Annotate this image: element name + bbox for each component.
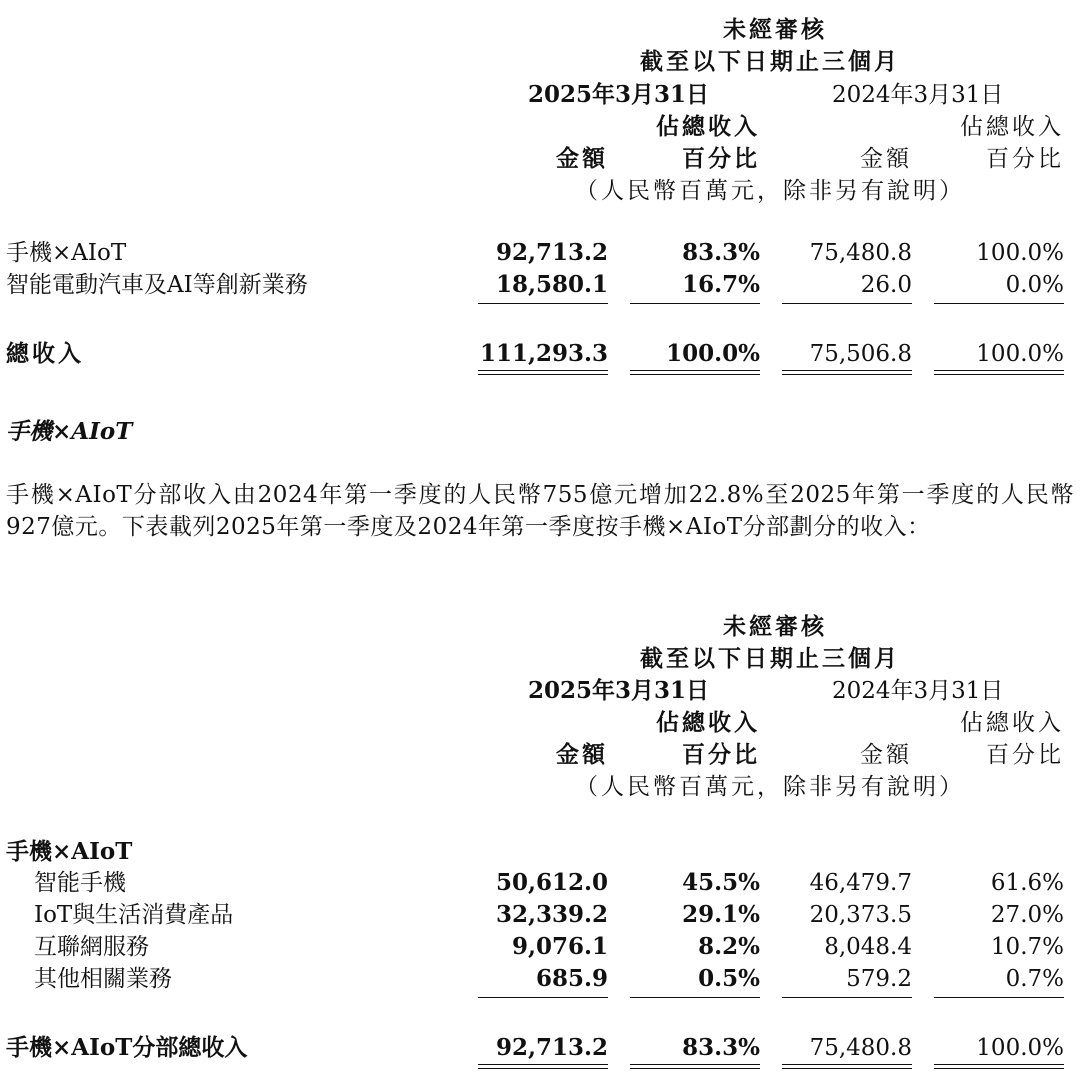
header-period: 截至以下日期止三個月 [640,645,900,672]
total-percentage-2024: 100.0% [976,1035,1064,1061]
header-unaudited: 未經審核 [723,613,827,640]
row-percentage-2025: 16.7% [682,271,760,298]
total-double-rule [782,370,912,375]
row-percentage-2024: 61.6% [990,870,1064,896]
total-percentage-2025: 100.0% [666,340,760,367]
header-unit-note: （人民幣百萬元，除非另有說明） [575,774,965,800]
row-amount-2025: 18,580.1 [495,271,608,298]
row-percentage-2024: 10.7% [990,934,1064,960]
section-paragraph: 手機×AIoT分部收入由2024年第一季度的人民幣755億元增加22.8%至2025年第一季度的人民幣927億元。下表載列2025年第一季度及2024年第一季度按手機×AIoT分部劃分的收入： [6,482,1074,540]
subtotal-rule [934,997,1064,998]
header-percentage-2024: 百分比 [986,146,1064,172]
row-amount-2024: 8,048.4 [824,934,912,960]
header-date-2024: 2024年3月31日 [832,82,1004,108]
subtotal-rule [630,303,760,304]
header-amount-2024: 金額 [860,146,912,172]
subtotal-rule [934,303,1064,304]
row-label: IoT與生活消費產品 [34,902,234,928]
row-amount-2024: 20,373.5 [809,902,912,928]
total-double-rule [478,370,608,375]
header-date-2025: 2025年3月31日 [528,677,710,704]
header-date-2024: 2024年3月31日 [832,678,1004,704]
row-label: 智能手機 [34,870,126,896]
header-amount-2025: 金額 [556,145,608,172]
header-unit-note: （人民幣百萬元，除非另有說明） [575,178,965,204]
header-period: 截至以下日期止三個月 [640,48,900,75]
total-percentage-2024: 100.0% [976,341,1064,367]
subtotal-rule [478,997,608,998]
total-double-rule [630,370,760,375]
total-amount-2024: 75,480.8 [809,1035,912,1061]
row-percentage-2024: 100.0% [976,240,1064,266]
row-percentage-2024: 0.0% [1005,272,1064,298]
header-date-2025: 2025年3月31日 [528,81,710,108]
row-percentage-2024: 0.7% [1005,966,1064,992]
header-amount-2025: 金額 [556,741,608,768]
total-label: 總收入 [6,340,84,367]
header-percentage-2024: 百分比 [986,742,1064,768]
header-amount-2024: 金額 [860,742,912,768]
row-label: 手機×AIoT [6,240,127,266]
subtotal-rule [782,997,912,998]
row-percentage-2025: 83.3% [682,239,760,266]
group-label: 手機×AIoT [6,838,133,865]
total-double-rule [782,1064,912,1069]
header-pct-of-total-2024: 佔總收入 [960,114,1064,140]
row-amount-2025: 9,076.1 [511,933,608,960]
row-percentage-2024: 27.0% [990,902,1064,928]
total-amount-2024: 75,506.8 [809,341,912,367]
row-amount-2025: 685.9 [535,965,608,992]
row-percentage-2025: 45.5% [682,869,760,896]
row-amount-2024: 46,479.7 [809,870,912,896]
row-amount-2025: 50,612.0 [495,869,608,896]
total-amount-2025: 92,713.2 [495,1034,608,1061]
header-percentage-2025: 百分比 [682,741,760,768]
row-amount-2024: 26.0 [860,272,912,298]
row-amount-2024: 579.2 [846,966,912,992]
total-double-rule [630,1064,760,1069]
subtotal-rule [782,303,912,304]
section-heading: 手機×AIoT [6,418,133,445]
row-label: 其他相關業務 [34,966,172,992]
header-pct-of-total-2025: 佔總收入 [656,113,760,140]
header-unaudited: 未經審核 [723,16,827,43]
total-label: 手機×AIoT分部總收入 [6,1034,248,1061]
total-amount-2025: 111,293.3 [480,340,609,367]
total-double-rule [934,370,1064,375]
subtotal-rule [630,997,760,998]
header-percentage-2025: 百分比 [682,145,760,172]
total-double-rule [934,1064,1064,1069]
row-label: 互聯網服務 [34,934,149,960]
row-percentage-2025: 0.5% [698,965,760,992]
total-percentage-2025: 83.3% [682,1034,760,1061]
row-amount-2025: 32,339.2 [495,901,608,928]
header-pct-of-total-2025: 佔總收入 [656,709,760,736]
row-amount-2025: 92,713.2 [495,239,608,266]
header-pct-of-total-2024: 佔總收入 [960,710,1064,736]
row-amount-2024: 75,480.8 [809,240,912,266]
row-label: 智能電動汽車及AI等創新業務 [6,272,308,298]
row-percentage-2025: 8.2% [698,933,760,960]
total-double-rule [478,1064,608,1069]
subtotal-rule [478,303,608,304]
row-percentage-2025: 29.1% [682,901,760,928]
